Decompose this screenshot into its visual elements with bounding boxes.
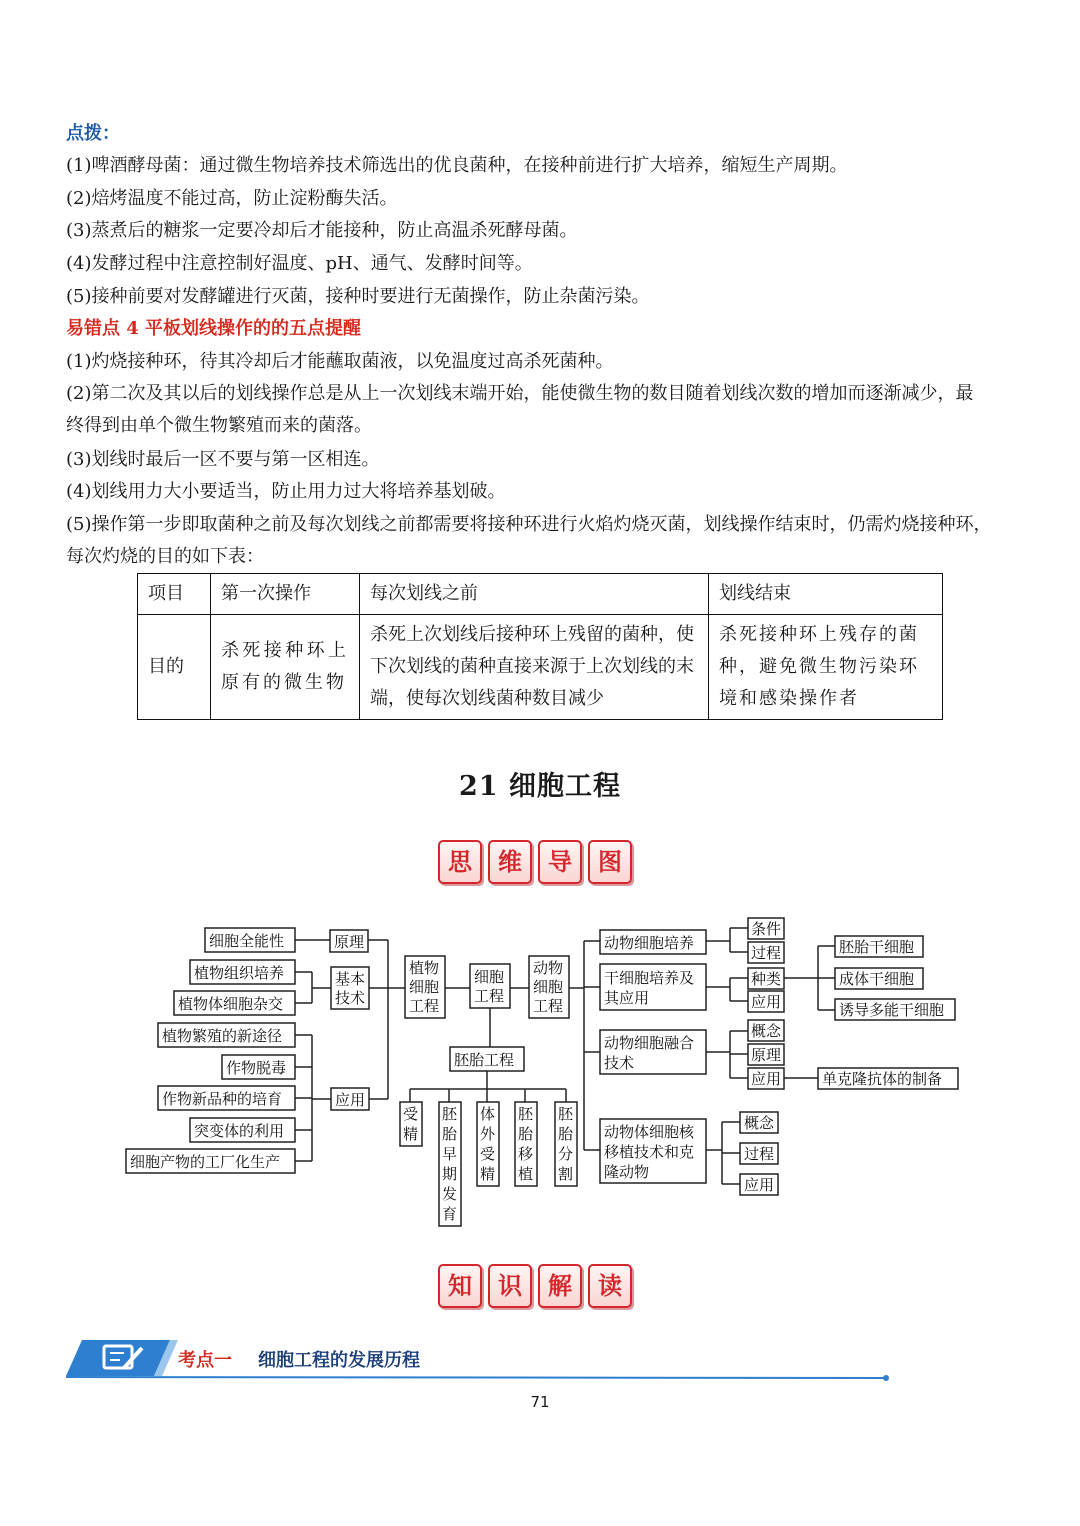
map-node: 移植技术和克 <box>604 1143 695 1161</box>
map-node: 概念 <box>744 1114 775 1132</box>
point-line: 每次灼烧的目的如下表： <box>66 546 264 567</box>
map-node: 原理 <box>751 1046 782 1064</box>
map-node-cell-eng: 工程 <box>474 987 505 1005</box>
map-node: 过程 <box>744 1145 775 1163</box>
map-node: 受 <box>403 1105 419 1123</box>
map-node: 育 <box>442 1205 458 1223</box>
table-header-cell: 项目 <box>138 574 211 615</box>
map-node: 外 <box>480 1125 496 1143</box>
map-node: 移 <box>518 1145 534 1163</box>
table-cell: 杀死接种环上原有的微生物 <box>211 615 360 720</box>
table-header-cell: 划线结束 <box>709 574 943 615</box>
error-point-title: 易错点 4 平板划线操作的的五点提醒 <box>66 318 362 339</box>
map-node: 精 <box>480 1165 496 1183</box>
flame-sterilization-table <box>137 573 943 720</box>
map-node: 胎 <box>442 1125 458 1143</box>
hint-line: (5)接种前要对发酵罐进行灭菌，接种时要进行无菌操作，防止杂菌污染。 <box>66 286 650 307</box>
map-node-basic-tech: 技术 <box>335 989 366 1007</box>
map-node: 作物新品种的培育 <box>162 1090 283 1108</box>
map-node-principle: 原理 <box>334 933 365 951</box>
table-header-row <box>138 574 943 615</box>
map-node: 概念 <box>751 1022 782 1040</box>
map-node: 胚 <box>558 1105 574 1123</box>
section-title: 细胞工程的发展历程 <box>258 1350 420 1371</box>
map-node: 期 <box>442 1165 458 1183</box>
map-node-basic-tech: 基本 <box>335 970 366 988</box>
mind-map-diagram <box>0 900 1080 1230</box>
map-node: 植物体细胞杂交 <box>178 995 284 1013</box>
section-header <box>66 1336 896 1382</box>
badge-char: 维 <box>488 840 532 884</box>
point-line: (1)灼烧接种环，待其冷却后才能蘸取菌液，以免温度过高杀死菌种。 <box>66 351 614 372</box>
map-node: 动物细胞融合 <box>604 1034 695 1052</box>
table-header-cell: 每次划线之前 <box>360 574 709 615</box>
point-line: (4)划线用力大小要适当，防止用力过大将培养基划破。 <box>66 481 506 502</box>
map-node: 早 <box>442 1145 458 1163</box>
map-node-plant-eng: 植物 <box>409 959 440 977</box>
table-row-label: 目的 <box>138 615 211 720</box>
point-line: (3)划线时最后一区不要与第一区相连。 <box>66 449 380 470</box>
section-label: 考点一 <box>178 1350 232 1371</box>
map-node: 诱导多能干细胞 <box>839 1001 945 1019</box>
map-node: 分 <box>558 1145 574 1163</box>
map-node: 过程 <box>751 944 782 962</box>
map-node-animal-eng: 工程 <box>533 997 564 1015</box>
map-node-embryo-eng: 胚胎工程 <box>454 1051 515 1069</box>
map-node: 成体干细胞 <box>839 970 915 988</box>
badge-char: 知 <box>438 1264 482 1308</box>
map-node: 应用 <box>751 993 782 1011</box>
map-node: 作物脱毒 <box>226 1059 287 1077</box>
hint-line: (3)蒸煮后的糖浆一定要冷却后才能接种，防止高温杀死酵母菌。 <box>66 220 578 241</box>
map-node: 体 <box>480 1105 496 1123</box>
badge-char: 读 <box>588 1264 632 1308</box>
badge-char: 解 <box>538 1264 582 1308</box>
table-header-cell: 第一次操作 <box>211 574 360 615</box>
map-node: 干细胞培养及 <box>604 969 695 987</box>
map-node: 割 <box>558 1165 574 1183</box>
map-node: 胎 <box>518 1125 534 1143</box>
point-line: 终得到由单个微生物繁殖而来的菌落。 <box>66 415 372 436</box>
badge-char: 思 <box>438 840 482 884</box>
map-node-animal-eng: 动物 <box>533 959 564 977</box>
hint-line: (1)啤酒酵母菌：通过微生物培养技术筛选出的优良菌种，在接种前进行扩大培养，缩短生产周期。 <box>66 155 848 176</box>
table-row <box>138 615 943 720</box>
hint-line: (2)焙烤温度不能过高，防止淀粉酶失活。 <box>66 188 398 209</box>
map-node: 技术 <box>604 1054 635 1072</box>
map-node: 动物体细胞核 <box>604 1123 695 1141</box>
map-node: 种类 <box>751 970 782 988</box>
map-node: 应用 <box>744 1176 775 1194</box>
map-node: 细胞全能性 <box>209 932 285 950</box>
map-node: 条件 <box>751 920 782 938</box>
page-number: 71 <box>530 1393 550 1411</box>
map-node: 胚胎干细胞 <box>839 938 915 956</box>
point-line: (5)操作第一步即取菌种之前及每次划线之前都需要将接种环进行火焰灼烧灭菌，划线操作结束时，仍需灼烧接种环， <box>66 514 992 535</box>
hint-title: 点拨： <box>66 123 120 144</box>
map-node-plant-eng: 细胞 <box>409 978 440 996</box>
hint-line: (4)发酵过程中注意控制好温度、pH、通气、发酵时间等。 <box>66 253 533 274</box>
map-node: 胎 <box>558 1125 574 1143</box>
table-cell: 杀死接种环上残存的菌种，避免微生物污染环境和感染操作者 <box>709 615 943 720</box>
map-node: 细胞产物的工厂化生产 <box>130 1153 281 1171</box>
map-node: 发 <box>442 1185 458 1203</box>
table-cell: 杀死上次划线后接种环上残留的菌种，使下次划线的菌种直接来源于上次划线的末端，使每次划线菌种数目减少 <box>360 615 709 720</box>
map-node: 植 <box>518 1165 534 1183</box>
map-node: 动物细胞培养 <box>604 934 695 952</box>
mindmap-badge <box>438 840 632 884</box>
map-node: 受 <box>480 1145 496 1163</box>
badge-char: 导 <box>538 840 582 884</box>
map-node: 精 <box>403 1125 419 1143</box>
map-node: 隆动物 <box>604 1163 650 1181</box>
badge-char: 识 <box>488 1264 532 1308</box>
map-node: 突变体的利用 <box>194 1122 285 1140</box>
map-node: 胚 <box>442 1105 458 1123</box>
badge-char: 图 <box>588 840 632 884</box>
map-node: 植物繁殖的新途径 <box>162 1027 283 1045</box>
map-node: 其应用 <box>604 989 650 1007</box>
chapter-title: 21 细胞工程 <box>459 771 621 802</box>
map-node: 应用 <box>751 1070 782 1088</box>
map-node: 单克隆抗体的制备 <box>822 1070 943 1088</box>
map-node-application: 应用 <box>335 1091 366 1109</box>
map-node: 胚 <box>518 1105 534 1123</box>
knowledge-badge <box>438 1264 632 1308</box>
map-node: 植物组织培养 <box>194 964 285 982</box>
map-node-plant-eng: 工程 <box>409 997 440 1015</box>
map-node-animal-eng: 细胞 <box>533 978 564 996</box>
point-line: (2)第二次及其以后的划线操作总是从上一次划线末端开始，能使微生物的数目随着划线次数的增加而逐渐减少，最 <box>66 383 974 404</box>
map-node-cell-eng: 细胞 <box>474 968 505 986</box>
